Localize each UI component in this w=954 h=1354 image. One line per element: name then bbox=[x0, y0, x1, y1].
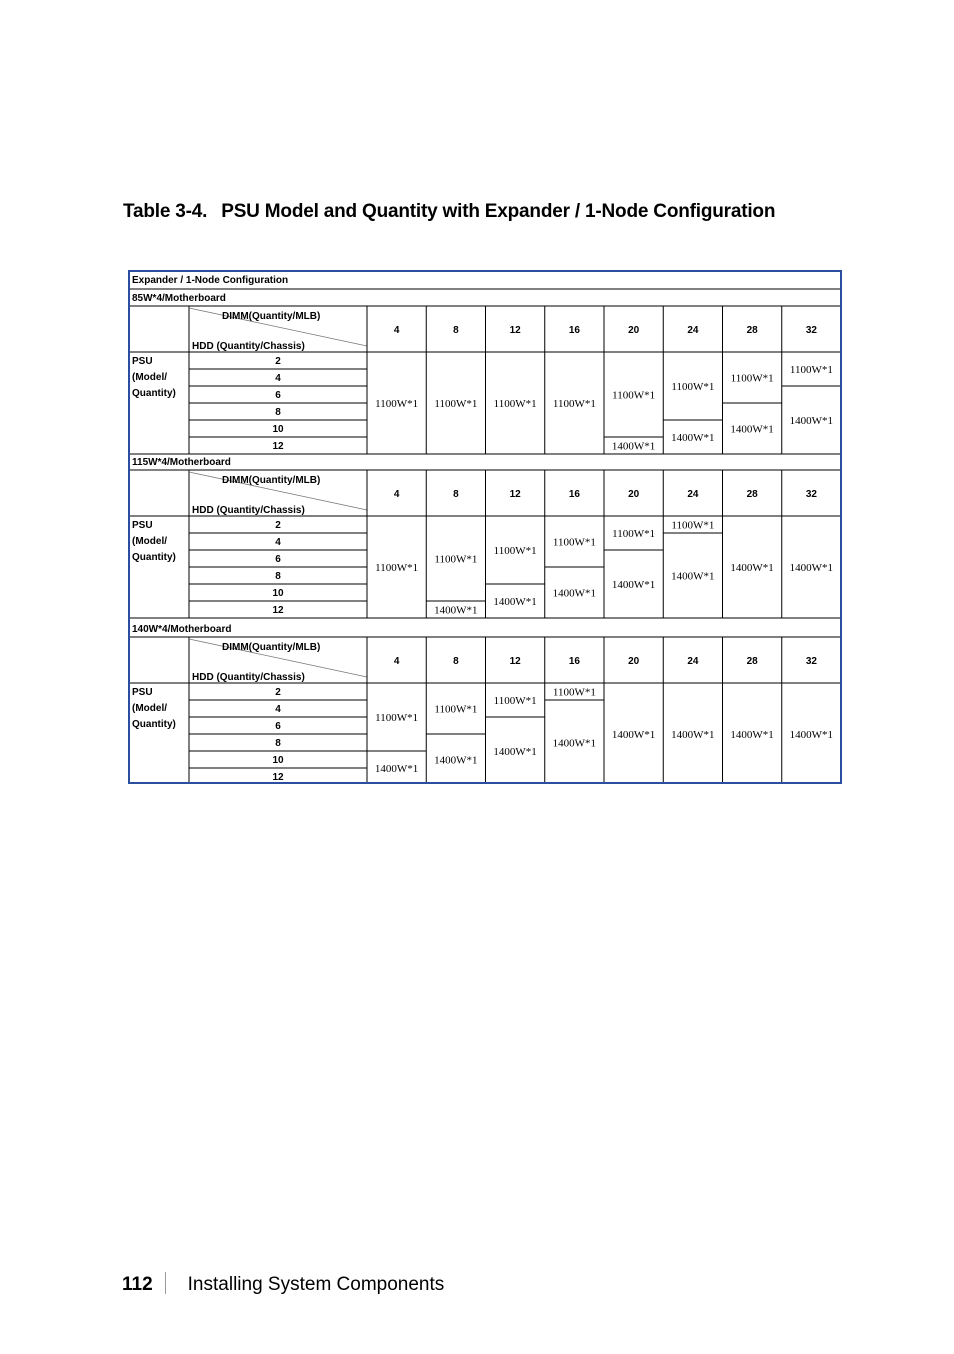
dimm-column-header: 16 bbox=[568, 489, 580, 500]
psu-cell-value: 1100W*1 bbox=[552, 536, 596, 549]
psu-cell-value: 1400W*1 bbox=[671, 729, 715, 741]
dimm-column-header: 20 bbox=[628, 325, 640, 336]
hdd-row-label: 8 bbox=[275, 407, 281, 418]
hdd-row-label: 4 bbox=[275, 373, 281, 384]
psu-cell-value: 1100W*1 bbox=[612, 389, 656, 402]
page-footer bbox=[122, 1272, 444, 1296]
dimm-column-header: 24 bbox=[687, 489, 699, 500]
dimm-column-header: 4 bbox=[393, 325, 400, 336]
table-title: Expander / 1-Node Configuration bbox=[132, 275, 289, 286]
psu-cell-value: 1100W*1 bbox=[730, 372, 774, 385]
hdd-row-label: 4 bbox=[275, 537, 281, 548]
dimm-column-header: 28 bbox=[746, 325, 758, 336]
psu-cell-value: 1400W*1 bbox=[730, 423, 774, 436]
hdd-row-label: 4 bbox=[275, 704, 281, 715]
psu-cell-value: 1400W*1 bbox=[789, 729, 834, 741]
dimm-column-header: 20 bbox=[628, 489, 640, 500]
dimm-column-header: 4 bbox=[393, 656, 400, 667]
psu-cell-value: 1100W*1 bbox=[434, 703, 478, 716]
hdd-row-label: 2 bbox=[275, 687, 281, 698]
psu-cell-value: 1100W*1 bbox=[434, 398, 478, 410]
psu-cell-value: 1400W*1 bbox=[611, 579, 656, 591]
psu-label: PSU bbox=[132, 520, 153, 531]
psu-cell-value: 1400W*1 bbox=[611, 729, 656, 741]
hdd-row-label: 10 bbox=[272, 588, 284, 599]
hdd-row-label: 8 bbox=[275, 738, 281, 749]
psu-label: Quantity) bbox=[132, 388, 176, 399]
dimm-column-header: 16 bbox=[568, 325, 580, 336]
psu-cell-value: 1100W*1 bbox=[493, 695, 537, 707]
psu-label: Quantity) bbox=[132, 719, 176, 730]
dimm-column-header: 32 bbox=[805, 325, 817, 336]
psu-label: Quantity) bbox=[132, 552, 176, 563]
psu-cell-value: 1100W*1 bbox=[434, 553, 478, 566]
dimm-column-header: 8 bbox=[453, 325, 459, 336]
dimm-header: DIMM(Quantity/MLB) bbox=[222, 642, 321, 653]
section-name: 140W*4/Motherboard bbox=[132, 624, 232, 635]
psu-cell-value: 1400W*1 bbox=[493, 596, 537, 608]
table-caption-title: PSU Model and Quantity with Expander / 1-Node Configuration bbox=[221, 201, 776, 222]
dimm-column-header: 20 bbox=[628, 656, 640, 667]
hdd-header: HDD (Quantity/Chassis) bbox=[192, 341, 305, 352]
psu-cell-value: 1400W*1 bbox=[493, 746, 537, 758]
psu-cell-value: 1400W*1 bbox=[552, 737, 597, 750]
dimm-column-header: 24 bbox=[687, 325, 699, 336]
psu-cell-value: 1400W*1 bbox=[789, 562, 834, 574]
psu-cell-value: 1100W*1 bbox=[493, 398, 537, 410]
hdd-row-label: 12 bbox=[272, 605, 284, 616]
table-caption bbox=[123, 201, 775, 223]
psu-configuration-table bbox=[128, 270, 842, 784]
dimm-column-header: 12 bbox=[509, 325, 521, 336]
psu-cell-value: 1100W*1 bbox=[375, 712, 419, 724]
psu-cell-value: 1400W*1 bbox=[730, 562, 774, 574]
psu-cell-value: 1400W*1 bbox=[671, 432, 715, 444]
psu-cell-value: 1100W*1 bbox=[375, 562, 419, 574]
table-caption-label: Table 3-4. bbox=[123, 201, 208, 222]
page-number: 112 bbox=[122, 1274, 153, 1295]
dimm-column-header: 28 bbox=[746, 489, 758, 500]
psu-cell-value: 1400W*1 bbox=[434, 754, 478, 767]
psu-cell-value: 1400W*1 bbox=[789, 415, 834, 427]
section-name: 85W*4/Motherboard bbox=[132, 293, 226, 304]
psu-label: (Model/ bbox=[132, 372, 167, 383]
dimm-header: DIMM(Quantity/MLB) bbox=[222, 311, 321, 322]
dimm-column-header: 28 bbox=[746, 656, 758, 667]
psu-cell-value: 1400W*1 bbox=[730, 729, 774, 741]
footer-divider bbox=[165, 1272, 166, 1294]
psu-cell-value: 1100W*1 bbox=[375, 398, 419, 410]
hdd-row-label: 10 bbox=[272, 424, 284, 435]
dimm-column-header: 24 bbox=[687, 656, 699, 667]
dimm-column-header: 4 bbox=[393, 489, 400, 500]
dimm-column-header: 8 bbox=[453, 656, 459, 667]
psu-cell-value: 1100W*1 bbox=[789, 364, 833, 376]
dimm-column-header: 12 bbox=[509, 656, 521, 667]
hdd-row-label: 6 bbox=[275, 721, 281, 732]
hdd-row-label: 12 bbox=[272, 441, 284, 452]
psu-cell-value: 1100W*1 bbox=[671, 519, 715, 532]
psu-cell-value: 1100W*1 bbox=[552, 686, 596, 699]
dimm-column-header: 8 bbox=[453, 489, 459, 500]
dimm-header: DIMM(Quantity/MLB) bbox=[222, 475, 321, 486]
hdd-row-label: 2 bbox=[275, 356, 281, 367]
psu-cell-value: 1100W*1 bbox=[493, 545, 537, 557]
section-name: 115W*4/Motherboard bbox=[132, 457, 231, 468]
psu-cell-value: 1400W*1 bbox=[611, 440, 656, 453]
hdd-row-label: 2 bbox=[275, 520, 281, 531]
psu-table-grid bbox=[130, 272, 840, 782]
psu-label: PSU bbox=[132, 356, 153, 367]
hdd-row-label: 6 bbox=[275, 554, 281, 565]
dimm-column-header: 12 bbox=[509, 489, 521, 500]
dimm-column-header: 32 bbox=[805, 489, 817, 500]
footer-section-title: Installing System Components bbox=[187, 1274, 445, 1295]
hdd-row-label: 12 bbox=[272, 772, 284, 782]
dimm-column-header: 32 bbox=[805, 656, 817, 667]
psu-cell-value: 1400W*1 bbox=[434, 604, 478, 617]
psu-cell-value: 1400W*1 bbox=[671, 570, 715, 583]
psu-cell-value: 1400W*1 bbox=[374, 763, 419, 775]
hdd-header: HDD (Quantity/Chassis) bbox=[192, 672, 305, 683]
dimm-column-header: 16 bbox=[568, 656, 580, 667]
hdd-row-label: 8 bbox=[275, 571, 281, 582]
psu-label: (Model/ bbox=[132, 703, 167, 714]
psu-cell-value: 1100W*1 bbox=[671, 381, 715, 393]
psu-cell-value: 1400W*1 bbox=[552, 587, 597, 600]
psu-cell-value: 1100W*1 bbox=[612, 528, 656, 540]
hdd-header: HDD (Quantity/Chassis) bbox=[192, 505, 305, 516]
hdd-row-label: 6 bbox=[275, 390, 281, 401]
psu-label: PSU bbox=[132, 687, 153, 698]
psu-cell-value: 1100W*1 bbox=[552, 398, 596, 410]
hdd-row-label: 10 bbox=[272, 755, 284, 766]
psu-label: (Model/ bbox=[132, 536, 167, 547]
